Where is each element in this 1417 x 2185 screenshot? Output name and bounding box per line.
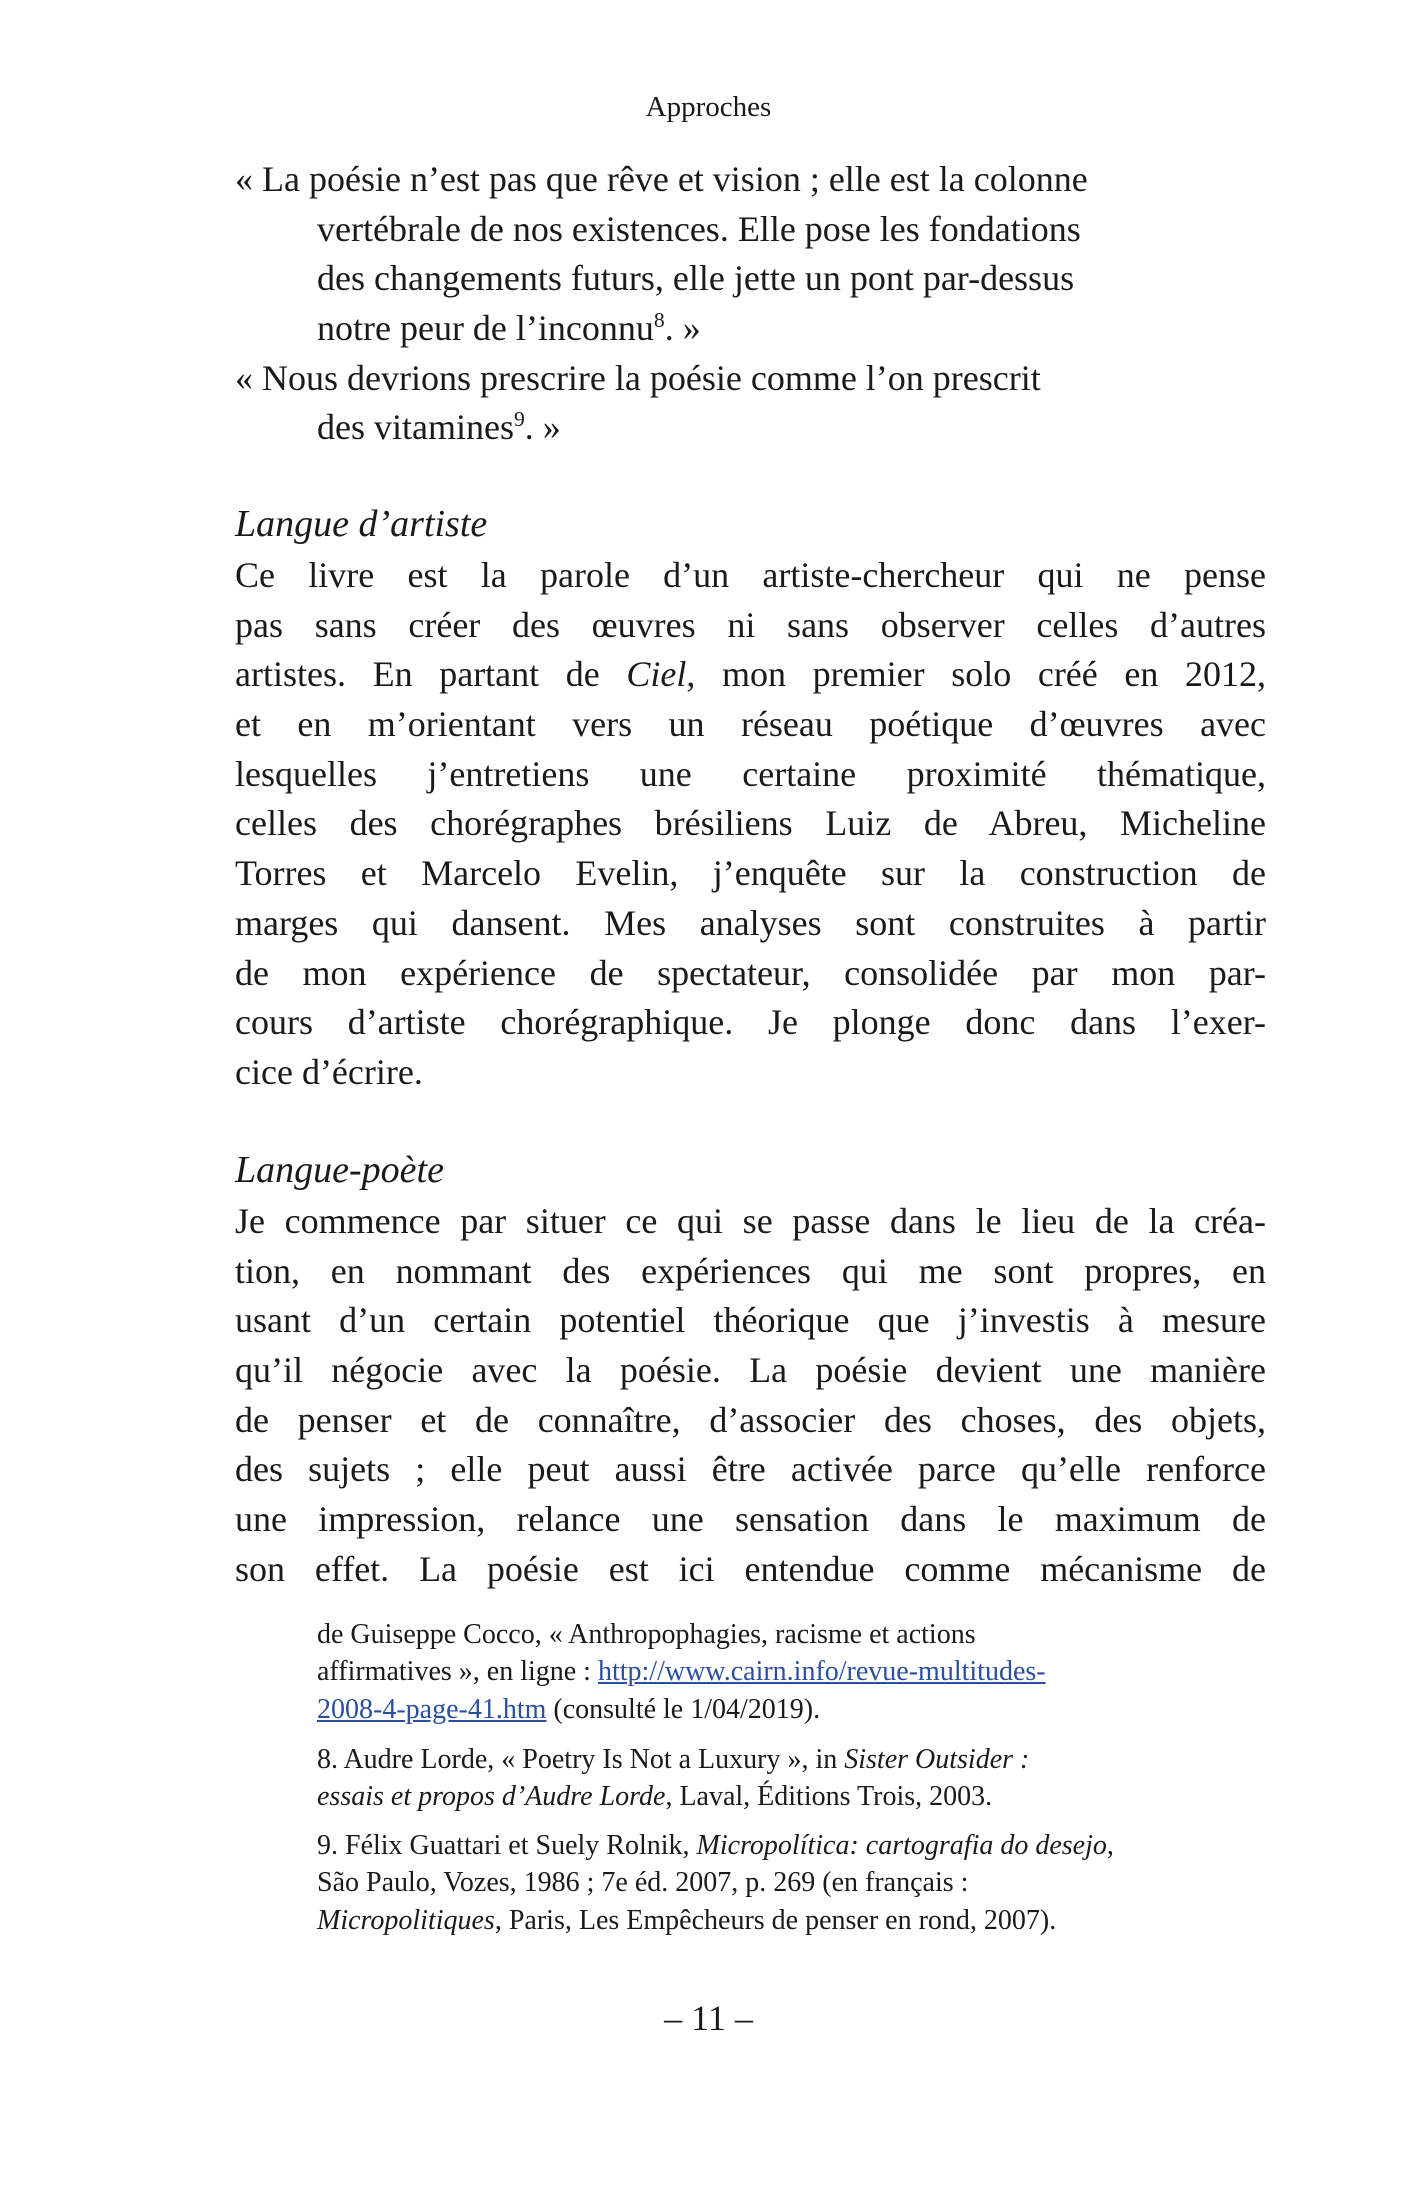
text-line	[235, 1346, 1266, 1396]
text: une impression, relance une sensation dans le maximum de	[235, 1499, 1266, 1540]
text-line	[317, 1653, 1257, 1690]
text-line	[235, 551, 1266, 601]
text: . »	[524, 407, 561, 448]
text: Torres et Marcelo Evelin, j’enquête sur la construction de	[235, 853, 1266, 894]
text: son effet. La poésie est ici entendue comme mécanisme de	[235, 1548, 1266, 1589]
italic-text: essais et propos d’Audre Lorde	[317, 1781, 666, 1813]
epigraph-quotes	[235, 155, 1275, 453]
text: , Paris, Les Empêcheurs de penser en rond, 2007).	[494, 1904, 1057, 1936]
text: affirmatives », en ligne :	[317, 1656, 598, 1688]
text-line	[235, 1545, 1266, 1595]
text-line	[235, 254, 1275, 304]
text: vertébrale de nos existences. Elle pose les fondations	[317, 208, 1081, 249]
text: 8. Audre Lorde, « Poetry Is Not a Luxury », in	[317, 1744, 845, 1775]
text: celles des chorégraphes brésiliens Luiz de Abreu, Micheline	[235, 803, 1266, 844]
text: des vitamines	[317, 407, 514, 448]
text-line	[317, 1827, 1257, 1864]
text: 9. Félix Guattari et Suely Rolnik,	[317, 1830, 697, 1861]
footnote-ref[interactable]: 9	[513, 407, 525, 432]
text: . »	[664, 308, 701, 349]
text: des sujets ; elle peut aussi être activée parce qu’elle renforce	[235, 1449, 1266, 1490]
text-line	[235, 998, 1266, 1048]
text: (consulté le 1/04/2019).	[546, 1693, 821, 1725]
text-line	[235, 1247, 1266, 1297]
text: , mon premier solo créé en 2012,	[686, 654, 1266, 695]
text: Ce livre est la parole d’un artiste-chercheur qui ne pense	[235, 555, 1266, 595]
paragraph-langue-d-artiste	[235, 551, 1266, 1098]
text: notre peur de l’inconnu	[317, 308, 654, 349]
text: de mon expérience de spectateur, consolidée par mon par-	[235, 952, 1266, 993]
text-line	[235, 1197, 1266, 1247]
text: cours d’artiste chorégraphique. Je plonge donc dans l’exer-	[235, 1002, 1266, 1043]
text-line	[235, 1396, 1266, 1446]
text: « La poésie n’est pas que rêve et vision ; elle est la colonne	[235, 159, 1088, 199]
text: « Nous devrions prescrire la poésie comme l’on prescrit	[235, 357, 1041, 398]
italic-text: Micropolitiques	[317, 1904, 495, 1936]
text-line	[235, 849, 1266, 899]
text: de penser et de connaître, d’associer des choses, des objets,	[235, 1399, 1266, 1440]
text: Je commence par situer ce qui se passe dans le lieu de la créa-	[235, 1201, 1266, 1241]
text-line	[235, 1296, 1266, 1346]
text: pas sans créer des œuvres ni sans observer celles d’autres	[235, 604, 1266, 645]
text-line	[235, 1445, 1266, 1495]
text-line	[235, 155, 1275, 205]
text: São Paulo, Vozes, 1986 ; 7e éd. 2007, p. 269 (en français :	[317, 1867, 969, 1899]
text-line	[235, 750, 1266, 800]
text: lesquelles j’entretiens une certaine proximité thématique,	[235, 753, 1266, 794]
text-line	[235, 949, 1266, 999]
text-line	[317, 1864, 1257, 1901]
text: tion, en nommant des expériences qui me sont propres, en	[235, 1250, 1266, 1291]
text: usant d’un certain potentiel théorique que j’investis à mesure	[235, 1300, 1266, 1341]
text-line	[235, 650, 1266, 700]
text-line	[235, 700, 1266, 750]
text-line	[235, 799, 1266, 849]
section-heading-langue-poete: Langue-poète	[235, 1149, 444, 1191]
italic-text: Sister Outsider :	[844, 1744, 1030, 1775]
text: artistes. En partant de	[235, 654, 627, 695]
page-number: – 11 –	[664, 1998, 753, 2038]
footnote-8	[317, 1741, 1257, 1816]
text-line	[317, 1778, 1257, 1815]
section-heading-langue-d-artiste: Langue d’artiste	[235, 503, 488, 545]
text-line	[235, 205, 1275, 255]
text: marges qui dansent. Mes analyses sont construites à partir	[235, 902, 1266, 943]
footnote-ref[interactable]: 8	[653, 308, 665, 333]
text: , Laval, Éditions Trois, 2003.	[665, 1781, 993, 1813]
text: et en m’orientant vers un réseau poétique d’œuvres avec	[235, 704, 1266, 745]
running-header: Approches	[645, 91, 772, 123]
text-line	[317, 1616, 1257, 1653]
italic-text: Ciel	[626, 654, 687, 695]
text: de Guiseppe Cocco, « Anthropophagies, racisme et actions	[317, 1619, 976, 1650]
text: des changements futurs, elle jette un pont par-dessus	[317, 258, 1075, 299]
text-line	[235, 601, 1266, 651]
text-line	[235, 354, 1275, 404]
text-line	[235, 304, 1275, 354]
footnote-7-continued	[317, 1616, 1257, 1728]
text: qu’il négocie avec la poésie. La poésie devient une manière	[235, 1350, 1266, 1391]
text-line	[235, 1048, 1266, 1098]
footnote-9	[317, 1827, 1257, 1939]
text-line	[317, 1691, 1257, 1728]
text-line	[235, 1495, 1266, 1545]
text-line	[235, 899, 1266, 949]
url-link[interactable]: 2008-4-page-41.htm	[317, 1693, 547, 1725]
text: cice d’écrire.	[235, 1051, 423, 1092]
text-line	[317, 1741, 1257, 1778]
text-line	[317, 1902, 1257, 1939]
url-link[interactable]: http://www.cairn.info/revue-multitudes-	[597, 1656, 1046, 1688]
text-line	[235, 403, 1275, 453]
text: ,	[1106, 1830, 1114, 1861]
italic-text: Micropolítica: cartografia do desejo	[696, 1830, 1107, 1861]
paragraph-langue-poete	[235, 1197, 1266, 1595]
